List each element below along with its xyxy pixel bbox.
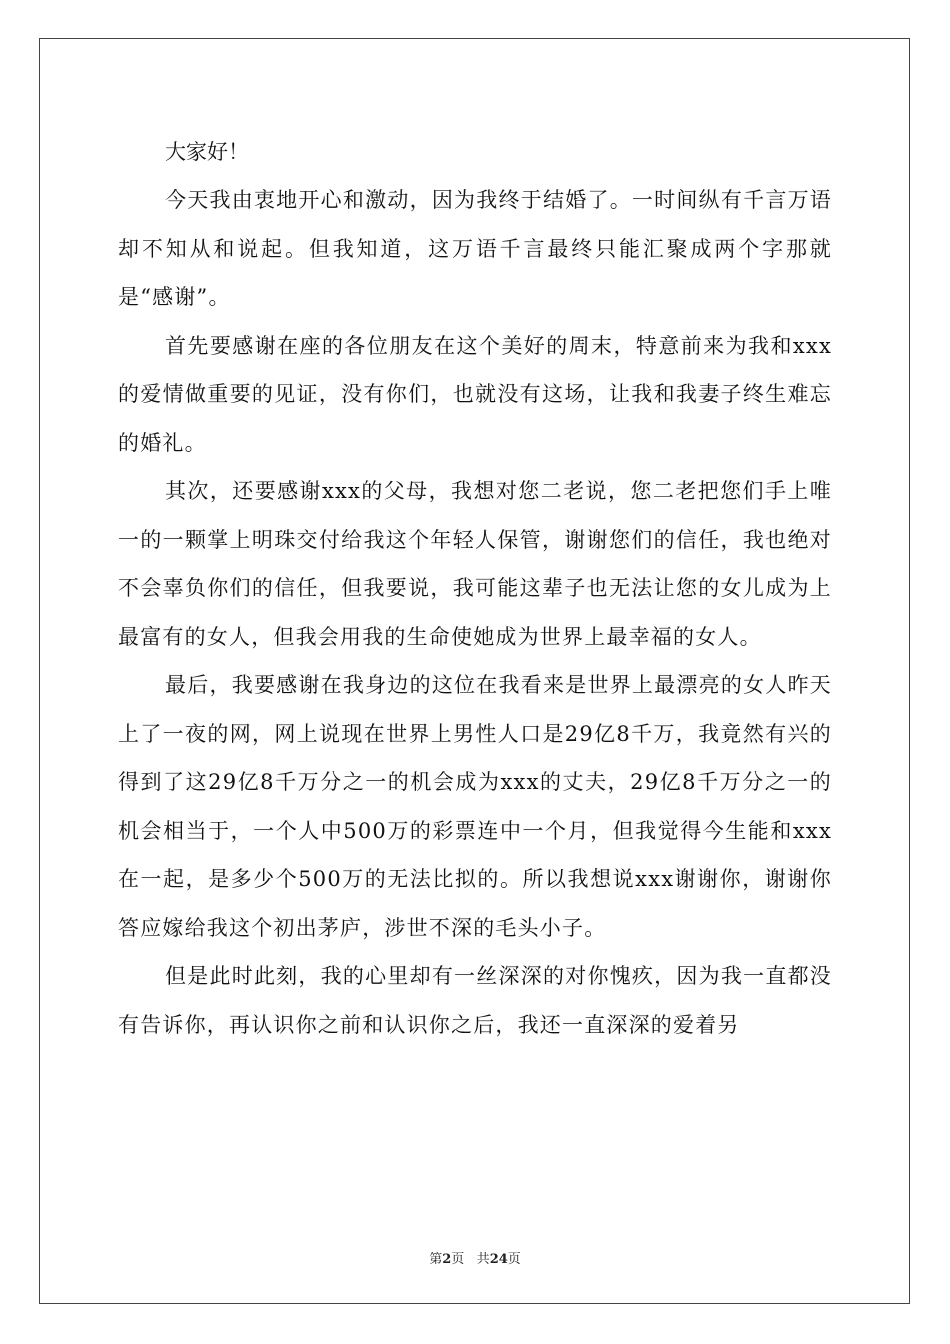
paragraph-5: 但是此时此刻，我的心里却有一丝深深的对你愧疚，因为我一直都没有告诉你，再认识你之前和认识你之后，我还一直深深的爱着另: [118, 964, 832, 1037]
page-prefix: 第: [429, 1252, 443, 1267]
total-prefix: 共: [476, 1252, 490, 1267]
page-number: 2: [442, 1252, 452, 1267]
total-pages: 24: [489, 1252, 508, 1267]
paragraph-4: 最后，我要感谢在我身边的这位在我看来是世界上最漂亮的女人昨天上了一夜的网，网上说现在世界上男性人口是29亿8千万，我竟然有兴的得到了这29亿8千万分之一的机会成为xxx的丈夫，29亿8千万分之一的机会相当于，一个人中500万的彩票连中一个月，但我觉得今生能和xxx在一起，是多少个500万的无法比拟的。所以我想说xxx谢谢你，谢谢你答应嫁给我这个初出茅庐，涉世不深的毛头小子。: [118, 673, 832, 940]
paragraph-1: 今天我由衷地开心和激动，因为我终于结婚了。一时间纵有千言万语却不知从和说起。但我知道，这万语千言最终只能汇聚成两个字那就是“感谢”。: [118, 188, 832, 309]
page-suffix: 页: [451, 1252, 465, 1267]
document-body: [118, 128, 832, 1049]
paragraph-2: 首先要感谢在座的各位朋友在这个美好的周末，特意前来为我和xxx的爱情做重要的见证，没有你们，也就没有这场，让我和我妻子终生难忘的婚礼。: [118, 333, 832, 455]
page-footer: [0, 1248, 950, 1267]
greeting: 大家好！: [165, 140, 249, 164]
total-suffix: 页: [507, 1252, 521, 1267]
paragraph-3: 其次，还要感谢xxx的父母，我想对您二老说，您二老把您们手上唯一的一颗掌上明珠交付给我这个年轻人保管，谢谢您们的信任，我也绝对不会辜负你们的信任，但我要说，我可能这辈子也无法让您的女儿成为上最富有的女人，但我会用我的生命使她成为世界上最幸福的女人。: [118, 479, 832, 649]
